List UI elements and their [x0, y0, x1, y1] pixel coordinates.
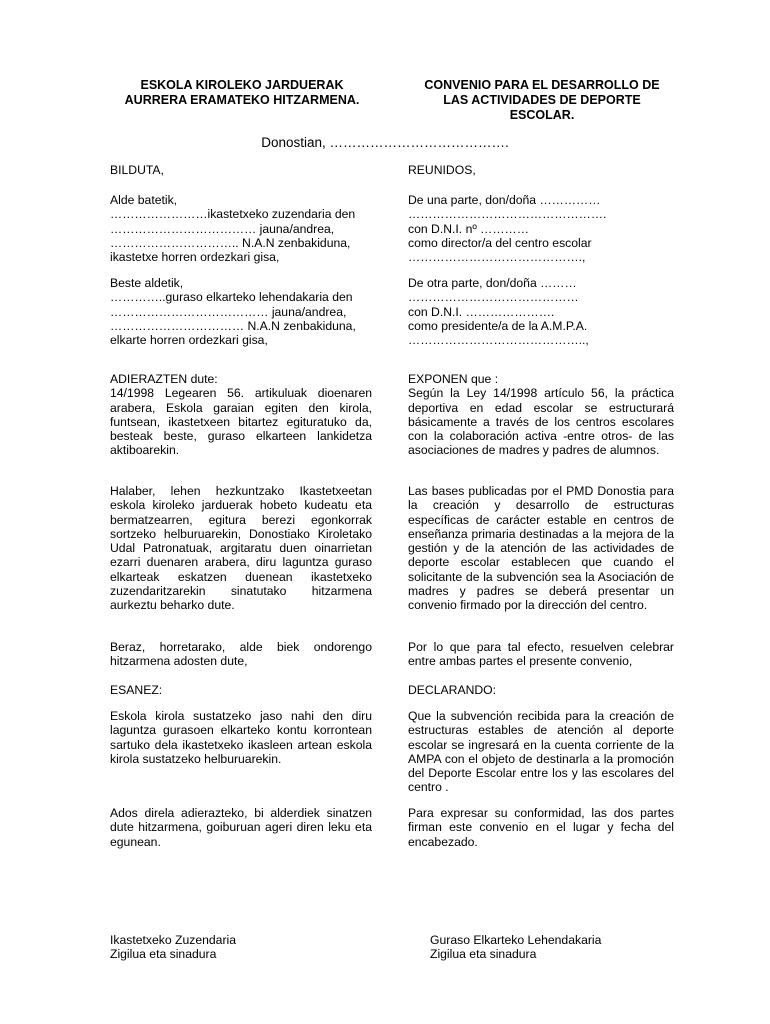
signature-block-right	[430, 933, 601, 962]
party-line: De una parte, don/doña ……………	[408, 193, 601, 207]
party-line: ………………………………… jauna/andrea,	[110, 304, 347, 319]
clause-body-spanish: Que la subvención recibida para la creación de estructuras estables de atención al deporte escolar se ingresará en la cuenta corriente de la AMPA con el objeto de destinarla a la promoción del Deporte Escolar entre los y las escolares del centro .	[408, 709, 674, 795]
statement-basque	[110, 372, 372, 458]
gathered-heading-basque: BILDUTA,	[110, 163, 164, 177]
signature-note: Zigilua eta sinadura	[110, 947, 217, 962]
title-line: LAS ACTIVIDADES DE DEPORTE	[443, 93, 641, 107]
party-line: ………………………………………….	[408, 207, 607, 222]
party-line: ……………………………… jauna/andrea,	[110, 221, 335, 236]
party-line: ……………………………………..,	[408, 333, 589, 348]
signature-note: Zigilua eta sinadura	[430, 947, 537, 962]
bases-paragraph-spanish: Las bases publicadas por el PMD Donostia para la creación y desarrollo de estructuras específicas de carácter estable en centros de enseñanza primaria destinadas a la mejora de la gestión y de la atención de las actividades de deporte escolar establecen que cuando el solicitante de la subvención sea la Asociación de madres y padres se deberá presentar un convenio firmado por la dirección del centro.	[408, 484, 674, 613]
party-line: con D.N.I. ………………….	[408, 304, 555, 319]
signature-role: Guraso Elkarteko Lehendakaria	[430, 933, 602, 947]
party-line: elkarte horren ordezkari gisa,	[110, 333, 268, 348]
party-line: como director/a del centro escolar	[408, 235, 592, 250]
statement-body: Según la Ley 14/1998 artículo 56, la práctica deportiva en edad escolar se estructurará básicamente a través de los centros escolares con la colaboración activa -entre otros- de las asociaciones de madres y padres de alumnos.	[408, 386, 674, 458]
party1-spanish	[408, 193, 674, 264]
bases-paragraph-basque: Halaber, lehen hezkuntzako Ikastetxeetan eskola kiroleko jarduerak hobeto kudeatu eta bermatzearren, egitura berezi egonkorrak sortzeko helburuarekin, Donostiako Kiroletako Udal Patronatuak, argitaratu duen oinarrietan ezarri duenaren arabera, diru laguntza guraso elkarteak eskatzen duenean ikastetxeko zuzendaritzarekin sinatutako hitzarmena aurkeztu beharko dute.	[110, 484, 372, 613]
title-line: AURRERA ERAMATEKO HITZARMENA.	[124, 93, 360, 107]
title-line: CONVENIO PARA EL DESARROLLO DE	[424, 78, 660, 92]
party-line: con D.N.I. nº …………	[408, 221, 529, 236]
title-line: ESCOLAR.	[509, 108, 575, 122]
party-line: De otra parte, don/doña ………	[408, 276, 577, 290]
party-line: …………………………………….,	[408, 250, 586, 265]
title-spanish	[408, 78, 676, 123]
statement-body: 14/1998 Legearen 56. artikuluak dioenaren arabera, Eskola garaian egiten den kirola, funtsean, ikastetxeen bitartez egituratuko da, besteak beste, guraso elkarteen lankidetza aktiboarekin.	[110, 386, 372, 458]
party2-basque	[110, 276, 372, 347]
party-line: Alde batetik,	[110, 193, 178, 207]
place-date-line: Donostian, ………………………………….	[261, 135, 509, 150]
signature-block-left	[110, 933, 236, 962]
agreement-paragraph-basque: Beraz, horretarako, alde biek ondorengo hitzarmena adosten dute,	[110, 640, 372, 669]
party-line: como presidente/a de la A.M.P.A.	[408, 318, 588, 333]
agreement-paragraph-spanish: Por lo que para tal efecto, resuelven celebrar entre ambas partes el presente convenio,	[408, 640, 674, 669]
party-line: ikastetxe horren ordezkari gisa,	[110, 250, 280, 265]
gathered-heading-spanish: REUNIDOS,	[408, 163, 476, 177]
clause-heading-spanish: DECLARANDO:	[408, 683, 497, 697]
party-line: ……………………………………	[408, 290, 579, 305]
signature-role: Ikastetxeko Zuzendaria	[110, 933, 237, 947]
party2-spanish	[408, 276, 674, 347]
party-line: Beste aldetik,	[110, 276, 184, 290]
title-basque	[108, 78, 376, 108]
clause-heading-basque: ESANEZ:	[110, 683, 163, 697]
party-line: …………………………… N.A.N zenbakiduna,	[110, 318, 356, 333]
closing-paragraph-spanish: Para expresar su conformidad, las dos partes firman este convenio en el lugar y fecha del encabezado.	[408, 806, 674, 849]
statement-heading: EXPONEN que :	[408, 372, 499, 386]
party-line: ……………………ikastetxeko zuzendaria den	[110, 207, 356, 222]
title-line: ESKOLA KIROLEKO JARDUERAK	[140, 78, 344, 92]
party1-basque	[110, 193, 372, 264]
statement-heading: ADIERAZTEN dute:	[110, 372, 218, 386]
party-line: ………………………….. N.A.N zenbakiduna,	[110, 235, 351, 250]
party-line: …………..guraso elkarteko lehendakaria den	[110, 290, 353, 305]
closing-paragraph-basque: Ados direla adierazteko, bi alderdiek sinatzen dute hitzarmena, goiburuan ageri diren leku eta egunean.	[110, 806, 372, 849]
statement-spanish	[408, 372, 674, 458]
clause-body-basque: Eskola kirola sustatzeko jaso nahi den diru laguntza gurasoen elkarteko kontu korrontean sartuko dela ikastetxeko ikasleen artean eskola kirola sustatzeko helburuarekin.	[110, 709, 372, 766]
